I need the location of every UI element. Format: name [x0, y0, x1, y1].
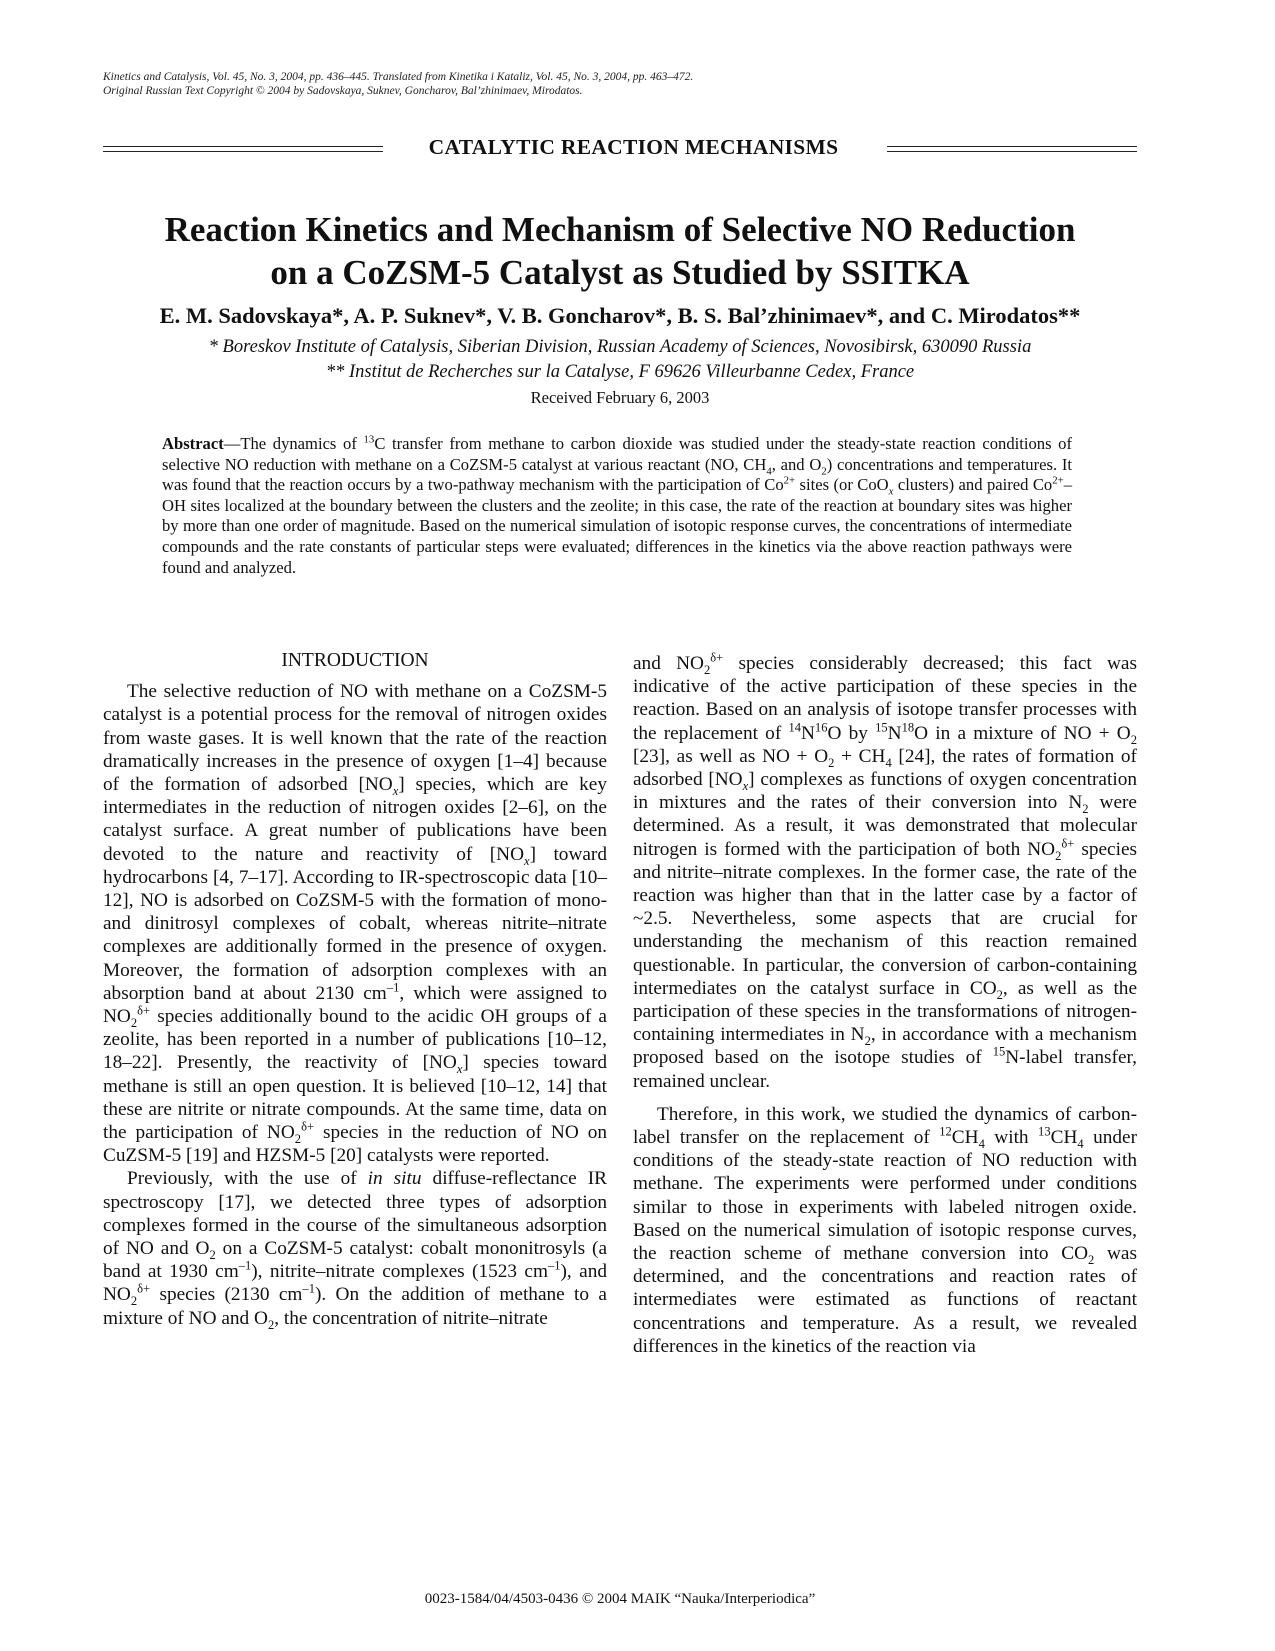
- paragraph: and $NO_2^{\delta+}$ species considerably decreased; this fact was indicative of the active participation of these species in the reaction. Based on an analysis of isotope transfer processes with the replacement of $^{14}N^{16}O$ by $^{15}N^{18}O$ in a mixture of NO + $O_2$ [23], as well as NO + $O_2 + CH_4$ [24], the rates of formation of adsorbed $[NO_x]$ complexes as functions of oxygen concentration in mixtures and the rates of their conversion into $N_2$ were determined. As a result, it was demonstrated that molecular nitrogen is formed with the participation of both $NO_2^{\delta+}$ species and nitrite–nitrate complexes. In the former case, the rate of the reaction was higher than that in the latter case by a factor of ~2.5. Nevertheless, some aspects that are crucial for understanding the mechanism of this reaction remained questionable. In particular, the conversion of carbon-containing intermediates on the catalyst surface in $CO_2$, as well as the participation of these species in the transformations of nitrogen-containing intermediates in $N_2$, in accordance with a mechanism proposed based on the isotope studies of $^{15}$N-label transfer, remained unclear.: [633, 650, 1138, 1092]
- section-banner: [103, 135, 1137, 165]
- journal-citation-line: Kinetics and Catalysis, Vol. 45, No. 3, 2004, pp. 436–445. Translated from Kinetika i Kataliz, Vol. 45, No. 3, 2004, pp. 463–472.: [103, 71, 694, 83]
- column-right: [633, 652, 1137, 1358]
- paragraph: Previously, with the use of in situ diffuse-reflectance IR spectroscopy [17], we detected three types of adsorption complexes formed in the course of the simultaneous adsorption of NO and $O_2$ on a CoZSM-5 catalyst: cobalt mononitrosyls (a band at 1930 $cm^{-1}$), nitrite–nitrate complexes (1523 $cm^{-1}$), and $NO_2^{\delta+}$ species (2130 $cm^{-1}$). On the addition of methane to a mixture of NO and $O_2$, the concentration of nitrite–nitrate: [103, 1168, 608, 1332]
- banner-rule-right: [887, 146, 1137, 152]
- paper-title: [80, 208, 1160, 294]
- received-date: Received February 6, 2003: [530, 388, 710, 407]
- copyright-line: Original Russian Text Copyright © 2004 by Sadovskaya, Suknev, Goncharov, Bal’zhinimaev, Mirodatos.: [103, 85, 583, 97]
- affiliation-1: * Boreskov Institute of Catalysis, Siberian Division, Russian Academy of Sciences, Novosibirsk, 630090 Russia: [208, 337, 1032, 357]
- section-title: CATALYTIC REACTION MECHANISMS: [428, 135, 839, 159]
- journal-reference: [103, 70, 693, 98]
- paragraph: The selective reduction of NO with methane on a CoZSM-5 catalyst is a potential process for the removal of nitrogen oxides from waste gases. It is well known that the rate of the reaction dramatically increases in the presence of oxygen [1–4] because of the formation of adsorbed $[NO_x]$ species, which are key intermediates in the reduction of nitrogen oxides [2–6], on the catalyst surface. A great number of publications have been devoted to the nature and reactivity of $[NO_x]$ toward hydrocarbons [4, 7–17]. According to IR-spectroscopic data [10–12], NO is adsorbed on CoZSM-5 with the formation of mono- and dinitrosyl complexes of cobalt, whereas nitrite–nitrate complexes are additionally formed in the presence of oxygen. Moreover, the formation of adsorption complexes with an absorption band at about 2130 $cm^{-1}$, which were assigned to $NO_2^{\delta+}$ species additionally bound to the acidic OH groups of a zeolite, has been reported in a number of publications [10–12, 18–22]. Presently, the reactivity of $[NO_x]$ species toward methane is still an open question. It is believed [10–12, 14] that these are nitrite or nitrate compounds. At the same time, data on the participation of $NO_2^{\delta+}$ species in the reduction of NO on CuZSM-5 [19] and HZSM-5 [20] catalysts were reported.: [103, 681, 607, 1167]
- section-heading-introduction: INTRODUCTION: [281, 650, 429, 671]
- abstract: Abstract—The dynamics of $^{13}$C transfer from methane to carbon dioxide was studied under the steady-state reaction conditions of selective NO reduction with methane on a CoZSM-5 catalyst at various reactant (NO, $CH_4$, and $O_2$) concentrations and temperatures. It was found that the reaction occurs by a two-pathway mechanism with the participation of $Co^{2+}$ sites (or CoO$_x$ clusters) and paired $Co^{2+}-OH$ sites localized at the boundary between the clusters and the zeolite; in this case, the rate of the reaction at boundary sites was higher by more than one order of magnitude. Based on the numerical simulation of isotopic response curves, the concentrations of intermediate compounds and the rate constants of particular steps were evaluated; differences in the kinetics via the above reaction pathways were found and analyzed.: [162, 433, 1073, 577]
- title-line-1: Reaction Kinetics and Mechanism of Selective NO Reduction: [164, 210, 1076, 249]
- abstract-label: Abstract: [162, 434, 224, 453]
- banner-rule-left: [103, 146, 383, 152]
- paragraph: Therefore, in this work, we studied the dynamics of carbon-label transfer on the replacement of $^{12}CH_4$ with $^{13}CH_4$ under conditions of the steady-state reaction of NO reduction with methane. The experiments were performed under conditions similar to those in experiments with labeled nitrogen oxide. Based on the numerical simulation of isotopic response curves, the reaction scheme of methane conversion into $CO_2$ was determined, and the concentrations and reaction rates of intermediates were estimated as functions of reactant concentrations and temperature. As a result, we revealed differences in the kinetics of the reaction via: [633, 1103, 1138, 1357]
- affiliation-2: ** Institut de Recherches sur la Catalyse, F 69626 Villeurbanne Cedex, France: [325, 362, 915, 382]
- column-left: [103, 652, 607, 1330]
- footer-copyright: 0023-1584/04/4503-0436 © 2004 MAIK “Nauka/Interperiodica”: [424, 1591, 816, 1607]
- author-list: E. M. Sadovskaya*, A. P. Suknev*, V. B. Goncharov*, B. S. Bal’zhinimaev*, and C. Mirodatos**: [159, 303, 1081, 328]
- title-line-2: on a CoZSM-5 Catalyst as Studied by SSITKA: [270, 253, 970, 292]
